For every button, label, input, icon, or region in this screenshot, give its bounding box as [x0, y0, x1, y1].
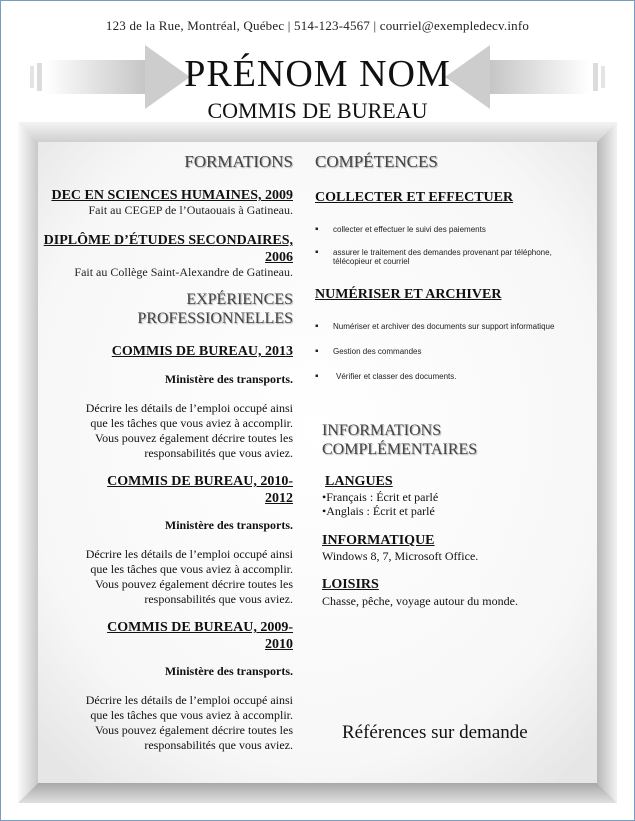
- job-1-title: COMMIS DE BUREAU, 2013: [111, 344, 293, 359]
- langues-title: LANGUES: [325, 474, 393, 489]
- informatique-text: Windows 8, 7, Microsoft Office.: [322, 549, 479, 563]
- competences-heading: COMPÉTENCES: [315, 152, 438, 171]
- list-item: ▪ Vérifier et classer des documents.: [315, 372, 595, 381]
- candidate-name: PRÉNOM NOM: [184, 53, 451, 95]
- experiences-heading-line1: EXPÉRIENCES: [186, 291, 293, 308]
- formation-2-title-line2: 2006: [265, 250, 293, 265]
- informatique-title: INFORMATIQUE: [322, 533, 435, 548]
- job-title-header: COMMIS DE BUREAU: [207, 98, 428, 123]
- list-item: ▪ assurer le traitement des demandes provenant par téléphone, télécopieur et courriel: [315, 248, 575, 266]
- competence-group-1-list: [315, 225, 575, 266]
- experiences-heading-line2: PROFESSIONNELLES: [137, 310, 293, 327]
- job-2-description: Décrire les détails de l’emploi occupé ainsi que les tâches que vous aviez à accomplir. Vous pouvez également décrire toutes les responsabilités que vous aviez.: [85, 547, 293, 606]
- list-item: ▪ collecter et effectuer le suivi des paiements: [315, 225, 575, 234]
- infos-heading-line2: COMPLÉMENTAIRES: [322, 441, 478, 458]
- job-1-employer: Ministère des transports.: [164, 372, 293, 386]
- list-item: ▪ Numériser et archiver des documents sur support informatique: [315, 322, 595, 331]
- formation-1-detail: Fait au CEGEP de l’Outaouais à Gatineau.: [88, 203, 293, 217]
- formation-2-title-line1: DIPLÔME D’ÉTUDES SECONDAIRES,: [43, 233, 293, 248]
- loisirs-text: Chasse, pêche, voyage autour du monde.: [322, 594, 518, 608]
- infos-heading-line1: INFORMATIONS: [322, 422, 442, 439]
- contact-line: 123 de la Rue, Montréal, Québec | 514-123-4567 | courriel@exempledecv.info: [105, 18, 530, 33]
- job-2-employer: Ministère des transports.: [164, 518, 293, 532]
- competence-group-2-list: [315, 322, 595, 381]
- job-3-employer: Ministère des transports.: [164, 664, 293, 678]
- formation-2-detail: Fait au Collège Saint-Alexandre de Gatineau.: [74, 265, 293, 279]
- formation-1-title: DEC EN SCIENCES HUMAINES, 2009: [51, 188, 293, 203]
- langues-list: •Français : Écrit et parlé •Anglais : Écrit et parlé: [322, 490, 439, 518]
- competence-group-1-title: COLLECTER ET EFFECTUER: [315, 190, 514, 205]
- job-3-description: Décrire les détails de l’emploi occupé ainsi que les tâches que vous aviez à accomplir. Vous pouvez également décrire toutes les responsabilités que vous aviez.: [85, 693, 293, 752]
- loisirs-title: LOISIRS: [322, 577, 379, 592]
- list-item: ▪ Gestion des commandes: [315, 347, 595, 356]
- competence-group-2-title: NUMÉRISER ET ARCHIVER: [315, 287, 502, 302]
- job-2-title: COMMIS DE BUREAU, 2010- 2012: [107, 474, 293, 506]
- job-3-title: COMMIS DE BUREAU, 2009- 2010: [107, 620, 293, 652]
- formations-heading: FORMATIONS: [184, 152, 293, 171]
- job-1-description: Décrire les détails de l’emploi occupé ainsi que les tâches que vous aviez à accomplir. Vous pouvez également décrire toutes les responsabilités que vous aviez.: [85, 401, 293, 460]
- references-note: Références sur demande: [342, 722, 528, 743]
